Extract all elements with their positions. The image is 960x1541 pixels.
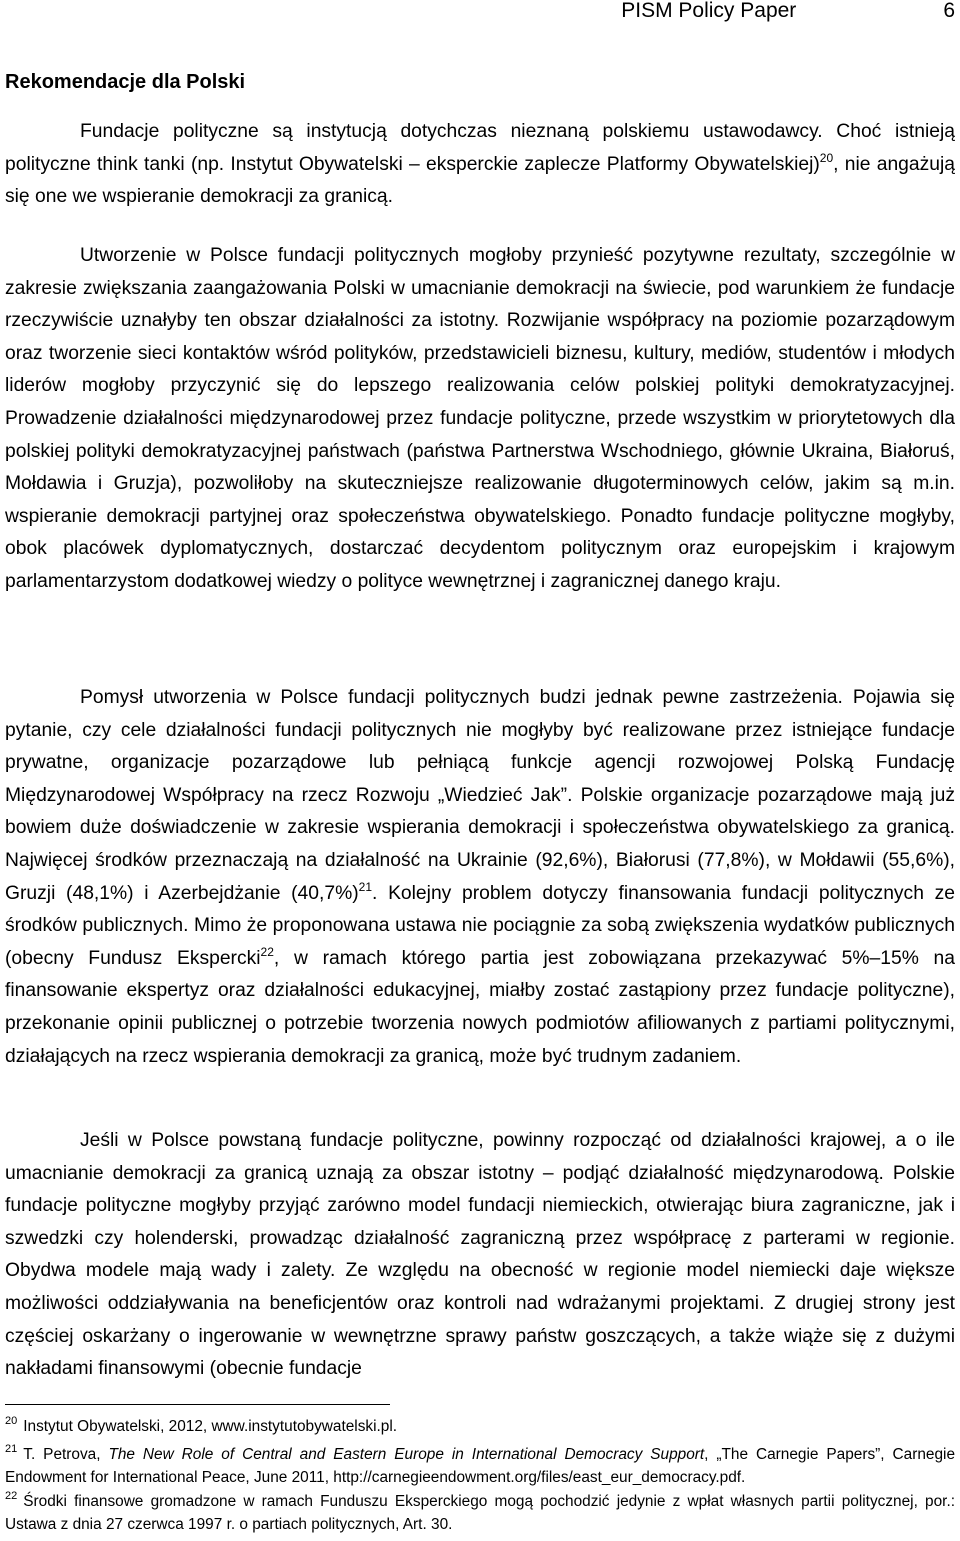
cited-work-title: The New Role of Central and Eastern Europe in International Democracy Support (108, 1446, 705, 1463)
footnote-number: 22 (5, 1490, 18, 1502)
paragraph-text: Utworzenie w Polsce fundacji politycznych mogłoby przynieść pozytywne rezultaty, szczególnie w zakresie zwiększania zaangażowania Polski w umacnianie demokracji na świecie, pod warunkiem że fundacje rzeczywiście uznałyby ten obszar działalności za istotny. Rozwijanie współpracy na poziomie pozarządowym oraz tworzenie sieci kontaktów wśród polityków, przedstawicieli biznesu, kultury, mediów, studentów i młodych liderów mogłoby przyczynić się do lepszego realizowania celów polskiej polityki demokratyzacyjnej. Prowadzenie działalności międzynarodowej przez fundacje polityczne, przede wszystkim w priorytetowych dla polskiej polityki demokratyzacyjnej państwach (państwa Partnerstwa Wschodniego, głównie Ukraina, Białoruś, Mołdawia i Gruzja), pozwoliłoby na skuteczniejsze realizowanie długoterminowych celów, jakim są m.in. wspieranie demokracji partyjnej oraz społeczeństwa obywatelskiego. Ponadto fundacje polityczne mogłyby, obok placówek dyplomatycznych, dostarczać decydentom politycznym oraz europejskim i krajowym parlamentarzystom dodatkowej wiedzy o polityce wewnętrznej i zagranicznej danego kraju. (5, 245, 955, 592)
footnote-text: , „The Carnegie Papers”, Carnegie Endowment for International Peace, June 2011, http://carnegieendowment.org/files/east_eur_democracy.pdf. (5, 1446, 956, 1486)
footnote-21 (5, 1444, 955, 1489)
footnote-number: 20 (5, 1415, 18, 1427)
paragraph-political-think-tanks (5, 116, 955, 214)
footnote-ref-21: 21 (358, 879, 372, 894)
publication-title: PISM Policy Paper (621, 0, 797, 22)
footnote-number: 21 (5, 1443, 18, 1455)
footnote-ref-20: 20 (819, 150, 834, 165)
footnote-22 (5, 1491, 955, 1536)
page-number: 6 (943, 0, 955, 22)
footnote-text: T. Petrova, (23, 1446, 109, 1463)
footnote-text: Instytut Obywatelski, 2012, www.instytutobywatelski.pl. (23, 1418, 398, 1435)
paragraph-text: Fundacje polityczne są instytucją dotychczas nieznaną polskiemu ustawodawcy. Choć istnieją polityczne think tanki (np. Instytut Obywatelski – eksperckie zaplecze Platformy Obywatelskiej) (5, 121, 955, 175)
section-heading: Rekomendacje dla Polski (5, 71, 246, 93)
footnote-20 (5, 1416, 955, 1439)
footnote-text: Środki finansowe gromadzone w ramach Funduszu Eksperckiego mogą pochodzić jedynie z wpłat własnych partii politycznej, por.: Ustawa z dnia 27 czerwca 1997 r. o partiach politycznych, Art. 30. (5, 1493, 955, 1533)
paragraph-text: , w ramach którego partia jest zobowiązana przekazywać 5%–15% na finansowanie ekspertyz oraz działalności edukacyjnej, miałby zostać zastąpiony przez fundacje polityczne), przekonanie opinii publicznej o potrzebie tworzenia nowych podmiotów afiliowanych z partiami politycznymi, działających na rzecz wspierania demokracji za granicą, może być trudnym zadaniem. (5, 947, 955, 1067)
paragraph-benefits (5, 240, 955, 599)
paragraph-models (5, 1125, 955, 1386)
footnote-ref-22: 22 (260, 944, 274, 959)
footnote-separator (5, 1404, 390, 1405)
paragraph-text: . Kolejny problem dotyczy finansowania fundacji politycznych ze środków publicznych. Mimo że proponowana ustawa nie pociągnie za sobą zwiększenia wydatków publicznych (obecny Fundusz Ekspercki (5, 882, 956, 969)
paragraph-text: , nie angażują się one we wspieranie demokracji za granicą. (5, 153, 955, 208)
running-header (0, 0, 960, 26)
paragraph-reservations (5, 682, 955, 1073)
paragraph-text: Pomysł utworzenia w Polsce fundacji politycznych budzi jednak pewne zastrzeżenia. Pojawia się pytanie, czy cele działalności fundacji politycznych nie mogłyby być realizowane przez istniejące fundacje prywatne, organizacje pozarządowe lub pełniącą funkcje agencji rozwojowej Polską Fundację Międzynarodowej Współpracy na rzecz Rozwoju „Wiedzieć Jak”. Polskie organizacje pozarządowe mają już bowiem duże doświadczenie w zakresie wspierania demokracji i społeczeństwa obywatelskiego za granicą. Najwięcej środków przeznaczają na działalność na Ukrainie (92,6%), Białorusi (77,8%), w Mołdawii (55,6%), Gruzji (48,1%) i Azerbejdżanie (40,7%) (5, 687, 955, 904)
paragraph-text: Jeśli w Polsce powstaną fundacje polityczne, powinny rozpocząć od działalności krajowej, a o ile umacnianie demokracji za granicą uznają za obszar istotny – podjąć działalność międzynarodową. Polskie fundacje polityczne mogłyby przyjąć zarówno model fundacji niemieckich, otwierając biura zagraniczne, jak i szwedzki czy holenderski, prowadząc działalność zagraniczną przez współpracę z parterami w regionie. Obydwa modele mają wady i zalety. Ze względu na obecność w regionie model niemiecki daje większe możliwości oddziaływania na beneficjentów oraz kontroli nad wdrażanymi projektami. Z drugiej strony jest częściej oskarżany o ingerowanie w wewnętrzne sprawy państw goszczących, a także wiąże się z dużymi nakładami finansowymi (obecnie fundacje (5, 1130, 955, 1380)
